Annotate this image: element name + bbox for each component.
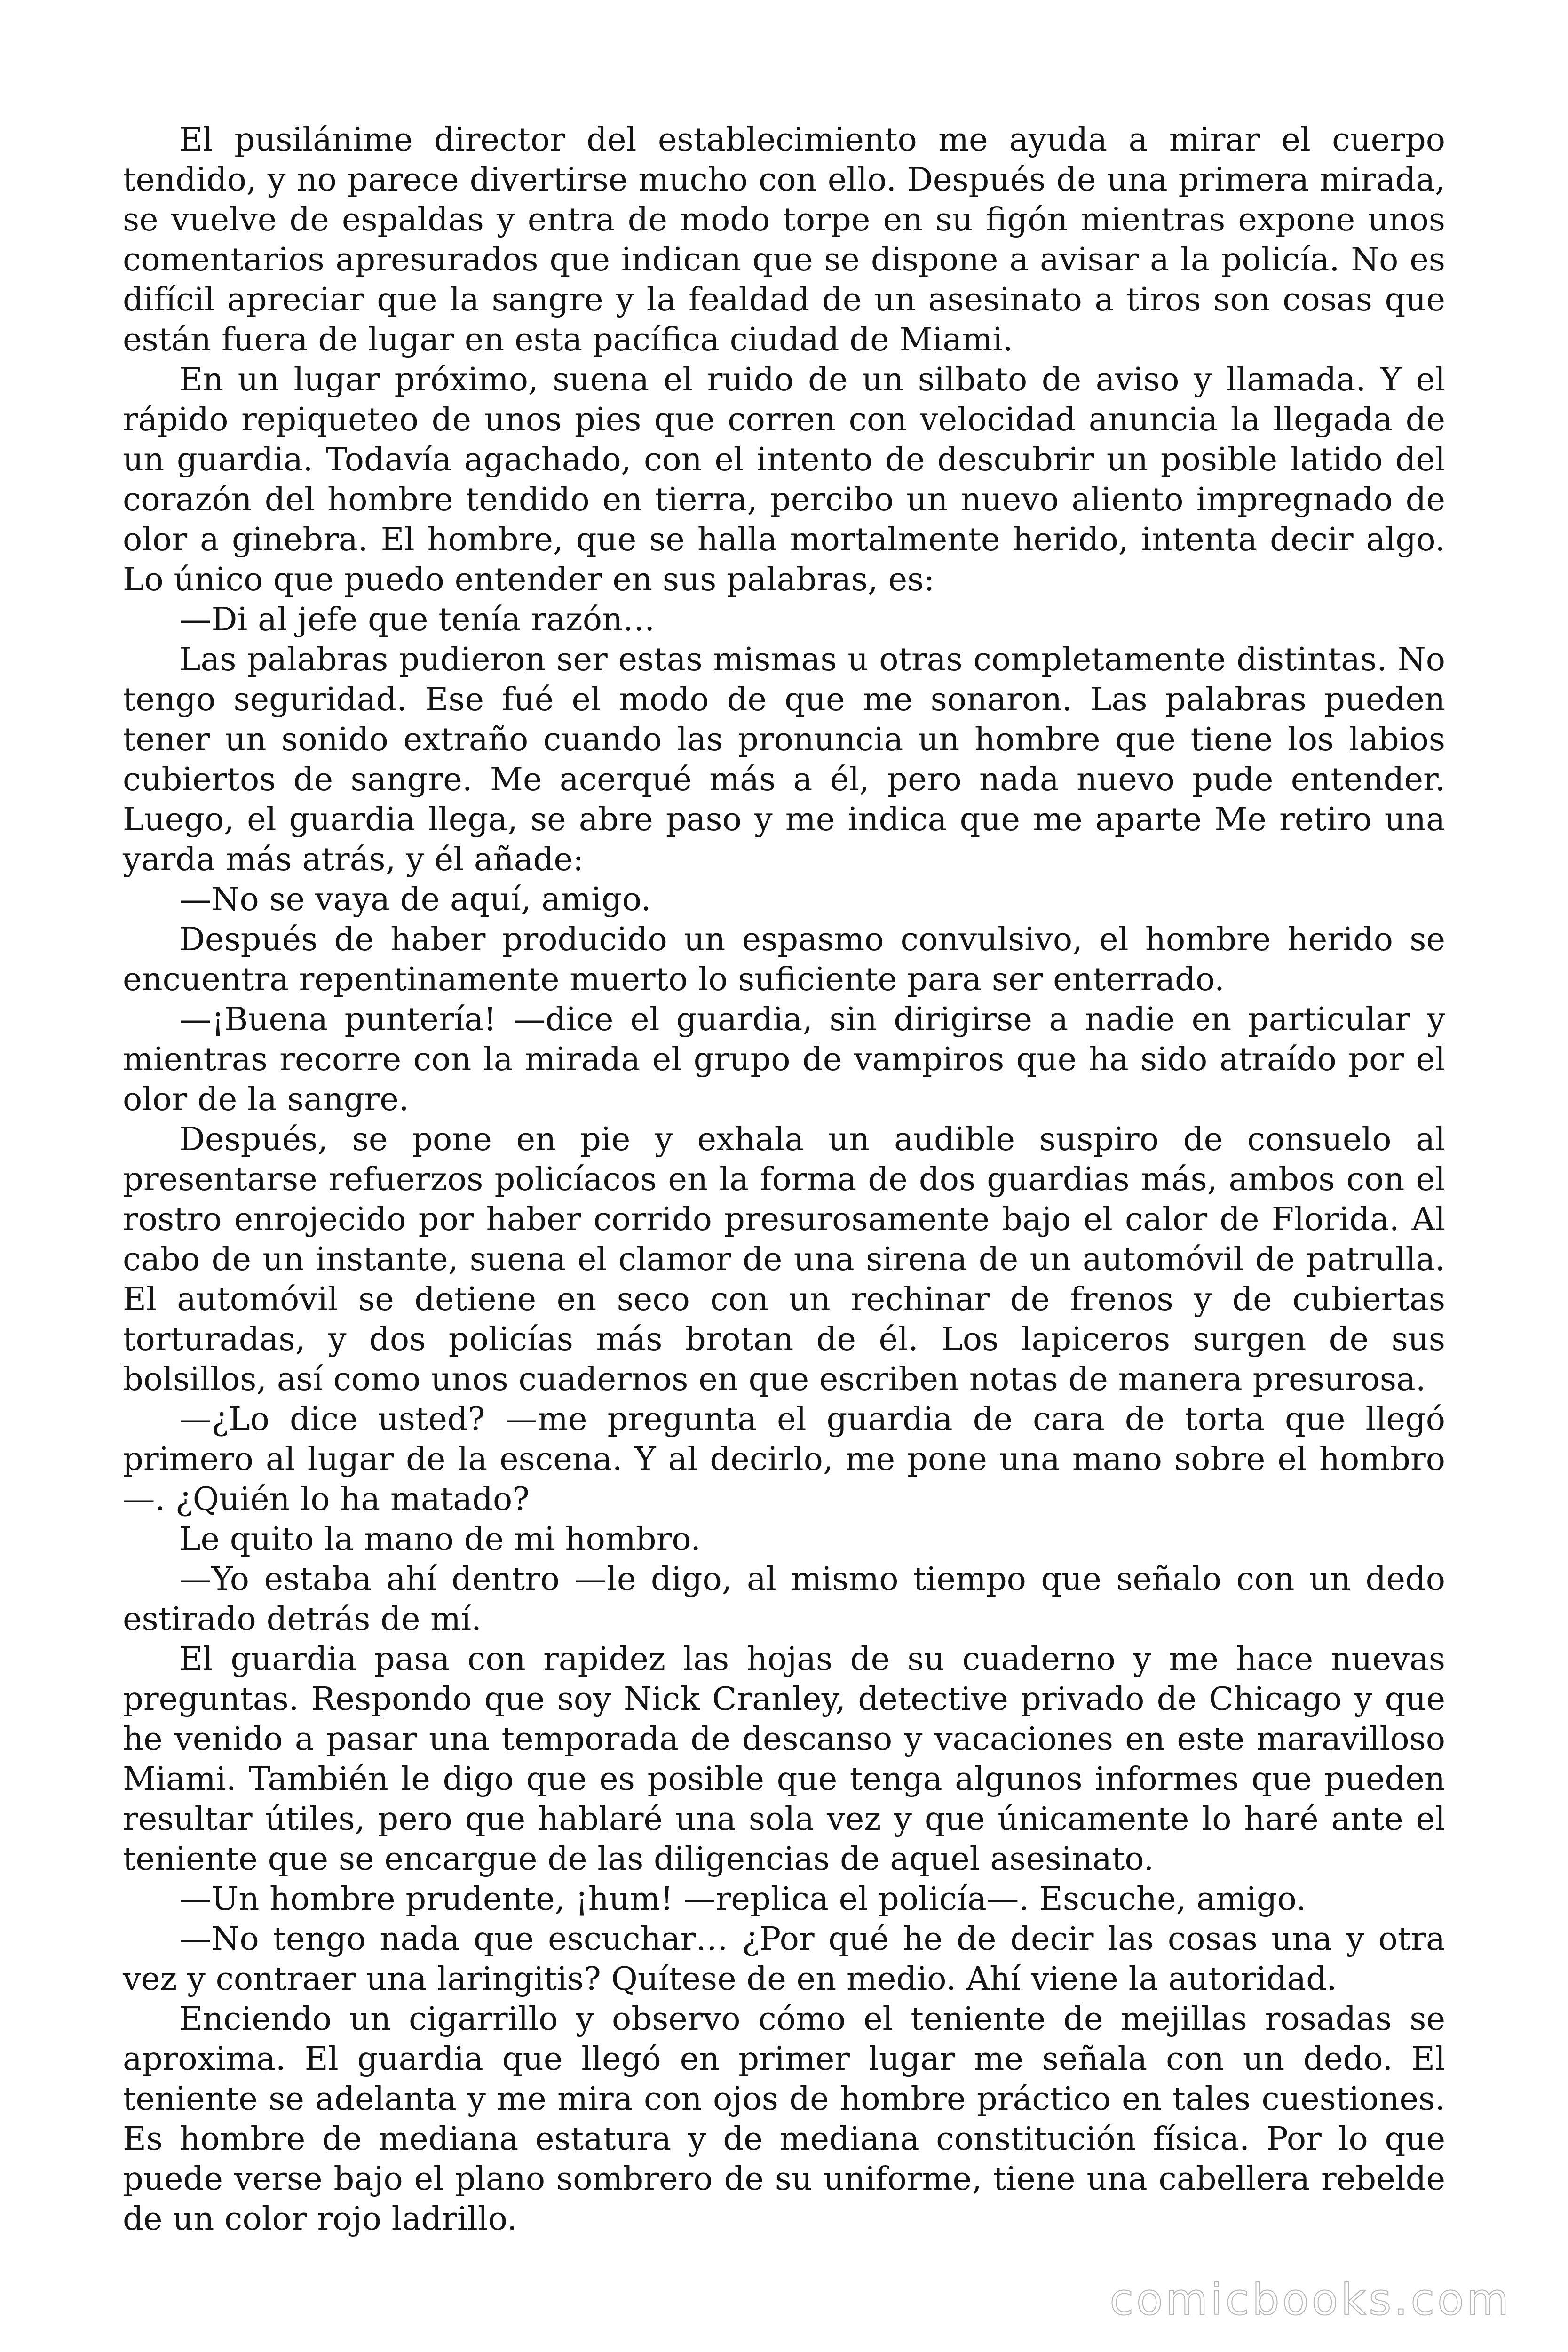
paragraph-8: Después, se pone en pie y exhala un audible suspiro de consuelo al presentarse refuerzos policíacos en la forma de dos guardias más, ambos con el rostro enrojecido por haber corrido presurosamente bajo el calor de Florida. Al cabo de un instante, suena el clamor de una sirena de un automóvil de patrulla. El automóvil se detiene en seco con un rechinar de frenos y de cubiertas torturadas, y dos policías más brotan de él. Los lapiceros surgen de sus bolsillos, así como unos cuadernos en que escriben notas de manera presurosa. — [123, 1120, 1445, 1398]
paragraph-1: El pusilánime director del establecimiento me ayuda a mirar el cuerpo tendido, y no parece divertirse mucho con ello. Después de una primera mirada, se vuelve de espaldas y entra de modo torpe en su figón mientras expone unos comentarios apresurados que indican que se dispone a avisar a la policía. No es difícil apreciar que la sangre y la fealdad de un asesinato a tiros son cosas que están fuera de lugar en esta pacífica ciudad de Miami. — [123, 121, 1445, 358]
watermark-text: comicbooks.com — [1109, 2274, 1512, 2325]
paragraph-6: Después de haber producido un espasmo convulsivo, el hombre herido se encuentra repentinamente muerto lo suficiente para ser enterrado. — [123, 921, 1445, 998]
paragraph-9: —¿Lo dice usted? —me pregunta el guardia de cara de torta que llegó primero al lugar de la escena. Y al decirlo, me pone una mano sobre el hombro —. ¿Quién lo ha matado? — [123, 1400, 1445, 1518]
paragraph-3: —Di al jefe que tenía razón… — [179, 601, 655, 638]
paragraph-14: —No tengo nada que escuchar… ¿Por qué he de decir las cosas una y otra vez y contraer una laringitis? Quítese de en medio. Ahí viene la autoridad. — [123, 1920, 1445, 1998]
paragraph-7: —¡Buena puntería! —dice el guardia, sin dirigirse a nadie en particular y mientras recorre con la mirada el grupo de vampiros que ha sido atraído por el olor de la sangre. — [123, 1001, 1445, 1118]
page-body — [123, 120, 1445, 2239]
paragraph-12: El guardia pasa con rapidez las hojas de su cuaderno y me hace nuevas preguntas. Respondo que soy Nick Cranley, detective privado de Chicago y que he venido a pasar una temporada de descanso y vacaciones en este maravilloso Miami. También le digo que es posible que tenga algunos informes que pueden resultar útiles, pero que hablaré una sola vez y que únicamente lo haré ante el teniente que se encargue de las diligencias de aquel asesinato. — [123, 1640, 1445, 1878]
paragraph-11: —Yo estaba ahí dentro —le digo, al mismo tiempo que señalo con un dedo estirado detrás de mí. — [123, 1560, 1445, 1638]
paragraph-15: Enciendo un cigarrillo y observo cómo el teniente de mejillas rosadas se aproxima. El guardia que llegó en primer lugar me señala con un dedo. El teniente se adelanta y me mira con ojos de hombre práctico en tales cuestiones. Es hombre de mediana estatura y de mediana constitución física. Por lo que puede verse bajo el plano sombrero de su uniforme, tiene una cabellera rebelde de un color rojo ladrillo. — [123, 2000, 1445, 2238]
paragraph-2: En un lugar próximo, suena el ruido de un silbato de aviso y llamada. Y el rápido repiqueteo de unos pies que corren con velocidad anuncia la llegada de un guardia. Todavía agachado, con el intento de descubrir un posible latido del corazón del hombre tendido en tierra, percibo un nuevo aliento impregnado de olor a ginebra. El hombre, que se halla mortalmente herido, intenta decir algo. Lo único que puedo entender en sus palabras, es: — [123, 361, 1445, 598]
paragraph-13: —Un hombre prudente, ¡hum! —replica el policía—. Escuche, amigo. — [179, 1880, 1307, 1918]
paragraph-10: Le quito la mano de mi hombro. — [179, 1520, 701, 1558]
paragraph-5: —No se vaya de aquí, amigo. — [179, 881, 651, 918]
paragraph-4: Las palabras pudieron ser estas mismas u otras completamente distintas. No tengo seguridad. Ese fué el modo de que me sonaron. Las palabras pueden tener un sonido extraño cuando las pronuncia un hombre que tiene los labios cubiertos de sangre. Me acerqué más a él, pero nada nuevo pude entender. Luego, el guardia llega, se abre paso y me indica que me aparte Me retiro una yarda más atrás, y él añade: — [123, 641, 1445, 878]
